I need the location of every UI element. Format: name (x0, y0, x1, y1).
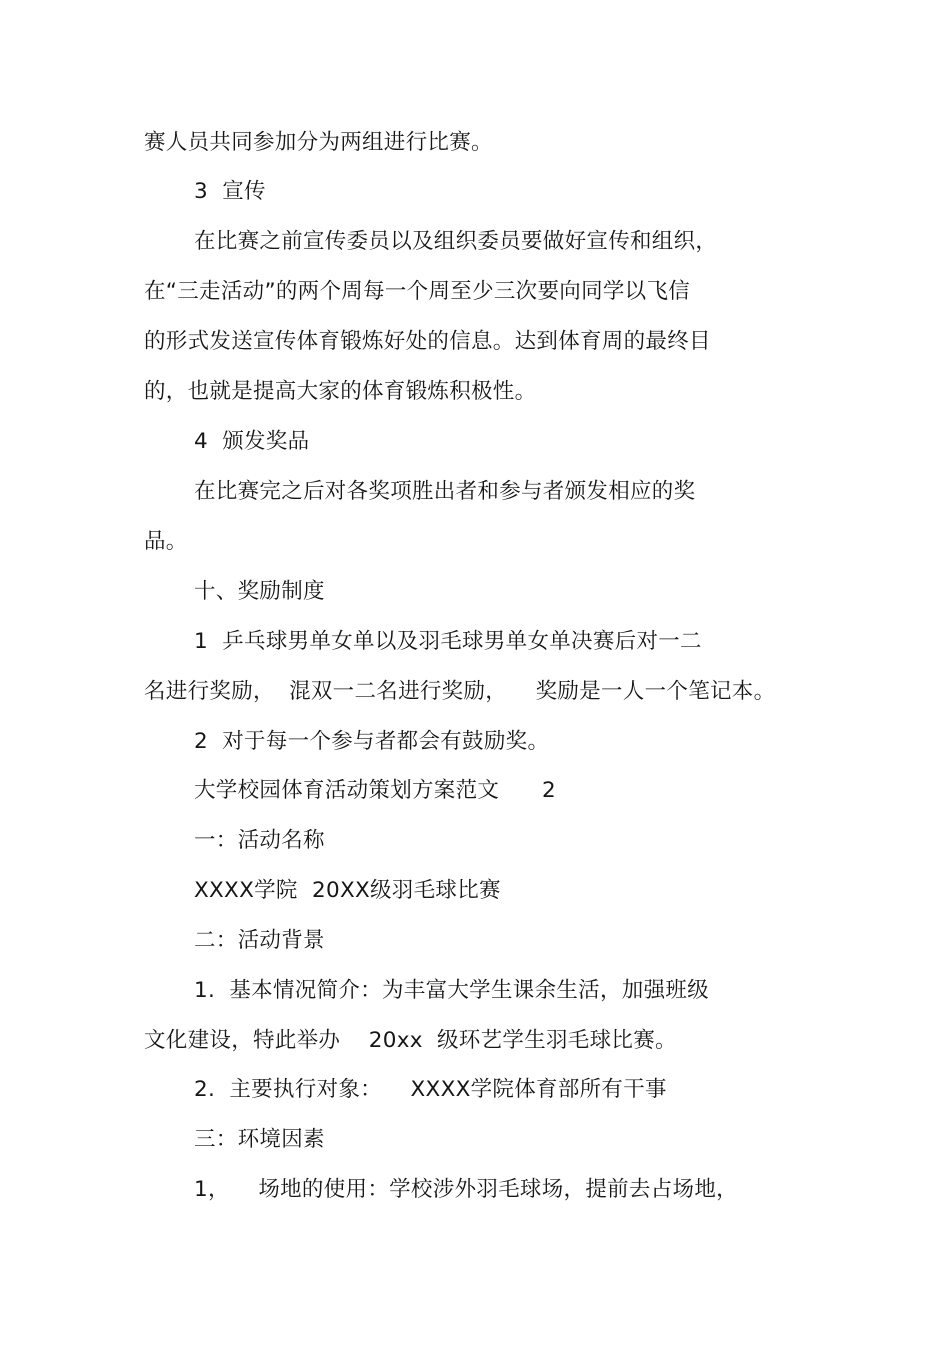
text-line-16: XXXX学院 20XX级羽毛球比赛 (194, 878, 501, 903)
section-heading-activity-name: 一：活动名称 (194, 828, 325, 853)
section-heading-background: 二：活动背景 (194, 928, 325, 953)
text-line-5: 的形式发送宣传体育锻炼好处的信息。达到体育周的最终目 (144, 329, 711, 354)
text-line-6: 的，也就是提高大家的体育锻炼积极性。 (144, 379, 537, 404)
text-line-1: 赛人员共同参加分为两组进行比赛。 (144, 130, 493, 155)
text-line-22: 1， 场地的使用：学校涉外羽毛球场，提前去占场地， (194, 1177, 738, 1202)
text-line-20: 2. 主要执行对象： XXXX学院体育部所有干事 (194, 1077, 667, 1102)
text-line-18: 1. 基本情况简介：为丰富大学生课余生活，加强班级 (194, 978, 709, 1003)
section-heading-environment: 三：环境因素 (194, 1127, 325, 1152)
text-line-13: 2 对于每一个参与者都会有鼓励奖。 (194, 729, 550, 754)
section-heading-rewards: 十、奖励制度 (194, 579, 325, 604)
section-heading-prizes: 4 颁发奖品 (194, 429, 310, 454)
section-heading-publicity: 3 宣传 (194, 179, 266, 204)
text-line-11: 1 乒乓球男单女单以及羽毛球男单女单决赛后对一二 (194, 629, 702, 654)
text-line-9: 品。 (144, 529, 188, 554)
document-title: 大学校园体育活动策划方案范文 2 (194, 778, 556, 803)
text-line-12: 名进行奖励， 混双一二名进行奖励， 奖励是一人一个笔记本。 (144, 679, 776, 704)
text-line-19: 文化建设，特此举办 20xx 级环艺学生羽毛球比赛。 (144, 1028, 677, 1053)
text-line-8: 在比赛完之后对各奖项胜出者和参与者颁发相应的奖 (194, 479, 696, 504)
text-line-3: 在比赛之前宣传委员以及组织委员要做好宣传和组织， (194, 229, 718, 254)
text-line-4: 在“三走活动”的两个周每一个周至少三次要向同学以飞信 (144, 279, 691, 304)
